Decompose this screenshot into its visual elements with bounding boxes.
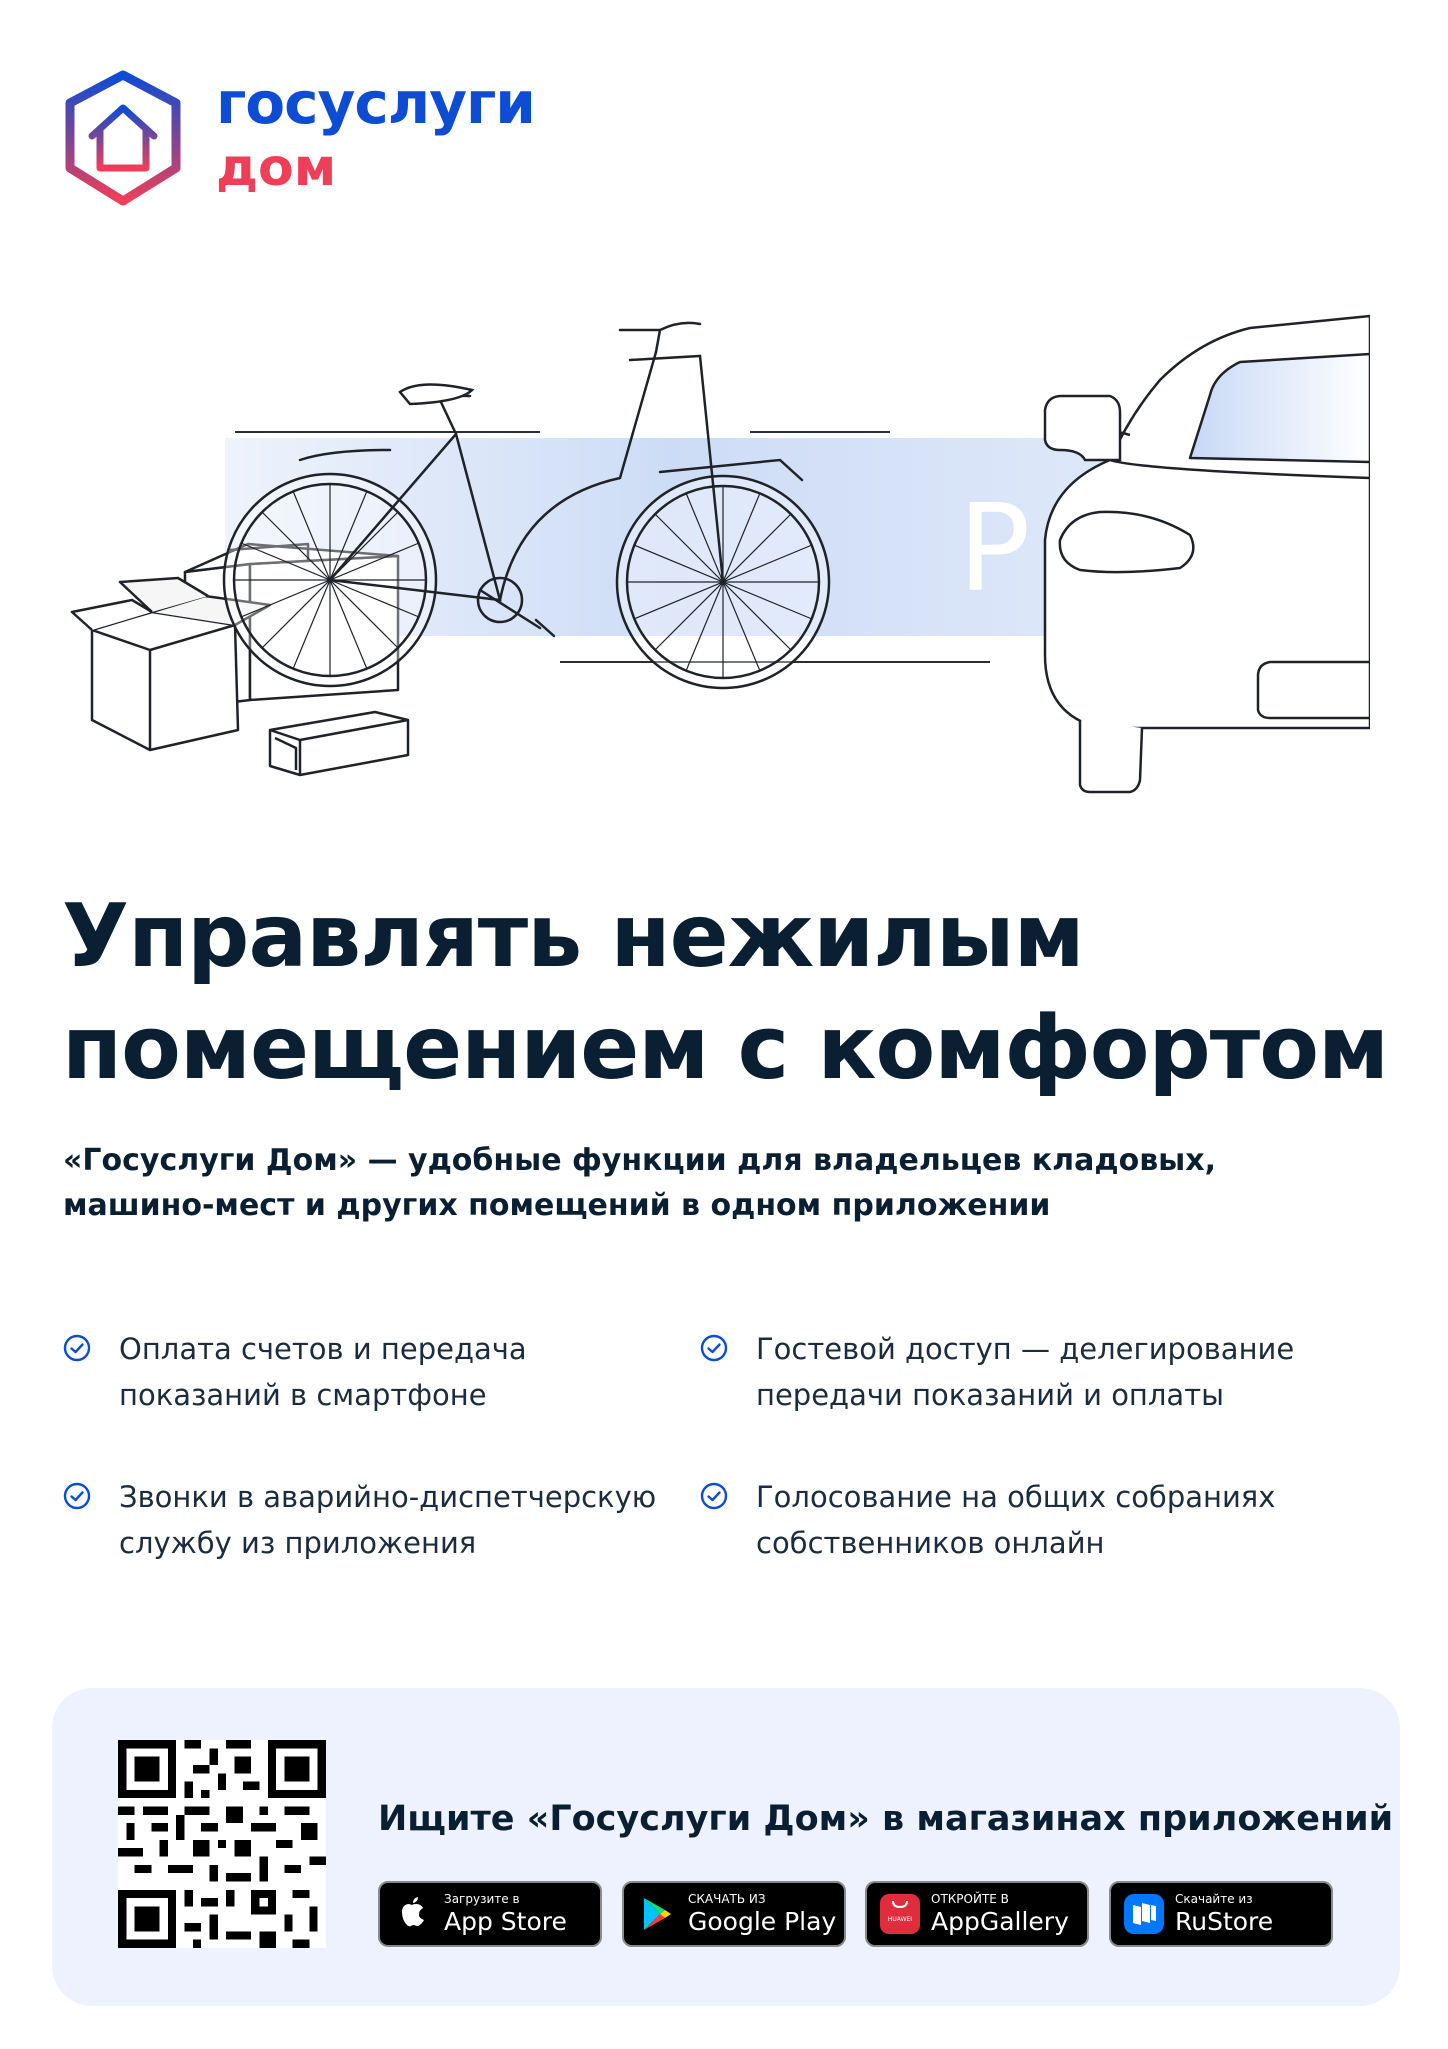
feature-text-line: службу из приложения xyxy=(119,1526,477,1560)
feature-text-line: собственников онлайн xyxy=(756,1526,1105,1560)
subtitle-line-2: машино-мест и других помещений в одном приложении xyxy=(63,1188,1051,1223)
headline-line-1: Управлять нежилым xyxy=(62,885,1084,987)
store-caption: Загрузите в xyxy=(444,1892,520,1906)
parking-sign: P xyxy=(958,480,1031,619)
car-mirror xyxy=(1045,396,1120,460)
apple-icon xyxy=(392,1893,434,1935)
logo-title: госуслуги xyxy=(216,69,535,137)
store-name: App Store xyxy=(444,1907,567,1936)
feature-text-line: Гостевой доступ — делегирование xyxy=(756,1332,1295,1366)
store-name: Google Play xyxy=(688,1907,837,1936)
car xyxy=(1045,316,1370,792)
huawei-icon xyxy=(879,1893,921,1935)
rustore-button[interactable] xyxy=(1109,1881,1333,1947)
logo-subtitle: дом xyxy=(216,138,337,198)
subtitle-line-1: «Госуслуги Дом» — удобные функции для владельцев кладовых, xyxy=(63,1143,1217,1178)
feature-text-line: показаний в смартфоне xyxy=(119,1378,487,1412)
qr-code[interactable] xyxy=(118,1740,326,1948)
check-circle-icon xyxy=(700,1334,728,1362)
check-circle-icon xyxy=(63,1334,91,1362)
huawei-icon-label: HUAWEI xyxy=(887,1916,913,1923)
house-hexagon-icon xyxy=(62,70,184,206)
download-panel xyxy=(52,1688,1400,2006)
google-play-button[interactable] xyxy=(622,1881,846,1947)
appgallery-button[interactable] xyxy=(865,1881,1089,1947)
page-subtitle xyxy=(63,1138,1363,1228)
google-play-icon xyxy=(636,1893,678,1935)
rustore-icon xyxy=(1123,1893,1165,1935)
store-name: AppGallery xyxy=(931,1907,1069,1936)
check-circle-icon xyxy=(63,1482,91,1510)
headline-line-2: помещением с комфортом xyxy=(62,997,1389,1099)
page-headline xyxy=(62,880,1389,1104)
download-title: Ищите «Госуслуги Дом» в магазинах приложений xyxy=(378,1799,1394,1839)
app-store-button[interactable] xyxy=(378,1881,602,1947)
feature-text-line: Звонки в аварийно-диспетчерскую xyxy=(119,1480,657,1514)
store-name: RuStore xyxy=(1175,1907,1274,1936)
store-caption: ОТКРОЙТЕ В xyxy=(931,1892,1009,1906)
store-caption: Скачайте из xyxy=(1175,1892,1253,1906)
gosuslugi-dom-logo xyxy=(62,70,582,210)
feature-text-line: Голосование на общих собраниях xyxy=(756,1480,1276,1514)
store-caption: СКАЧАТЬ ИЗ xyxy=(688,1892,766,1906)
check-circle-icon xyxy=(700,1482,728,1510)
feature-text-line: Оплата счетов и передача xyxy=(119,1332,527,1366)
feature-text-line: передачи показаний и оплаты xyxy=(756,1378,1224,1412)
parking-illustration xyxy=(60,300,1370,800)
